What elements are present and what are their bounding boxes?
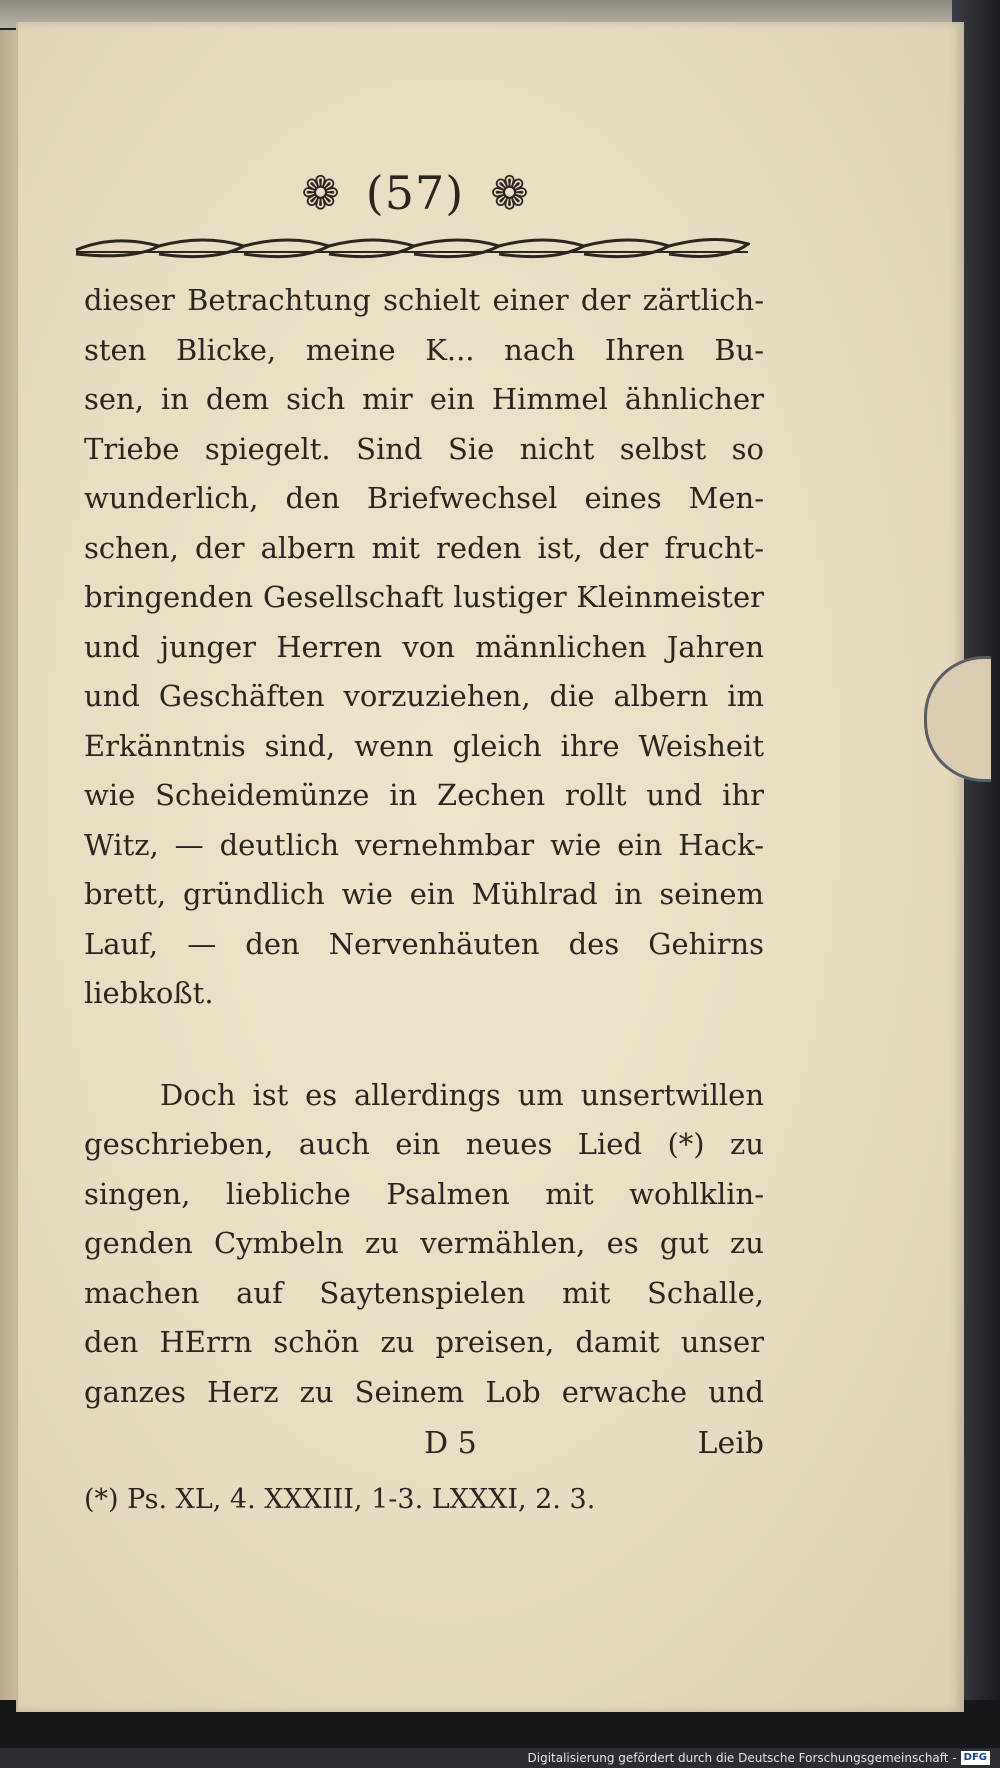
text-line: den HErrn schön zu preisen, damit unser (84, 1325, 764, 1359)
page-text (84, 276, 764, 1417)
text-line: und junger Herren von männlichen Jahren (84, 629, 764, 664)
signature-mark: D 5 (424, 1425, 477, 1461)
signature-line (84, 1418, 764, 1468)
paragraph-gap (84, 1019, 764, 1071)
digitization-credit (528, 1748, 991, 1768)
text-line: Erkänntnis sind, wenn gleich ihre Weisheit (84, 728, 764, 763)
text-line: wie Scheidemünze in Zechen rollt und ihr (84, 778, 764, 812)
dfg-logo-icon: DFG (961, 1751, 990, 1765)
decorative-rule (74, 232, 750, 268)
flower-ornament-left-icon: ❁ (301, 166, 340, 220)
text-line: dieser Betrachtung schielt einer der zärtlich- (84, 283, 764, 317)
text-line: singen, liebliche Psalmen mit wohlklin- (84, 1176, 764, 1211)
text-line: sen, in dem sich mir ein Himmel ähnlicher (84, 382, 764, 416)
text-line: und Geschäften vorzuziehen, die albern im (84, 679, 764, 713)
page-number: (57) (365, 166, 465, 220)
text-line: sten Blicke, meine K... nach Ihren Bu- (84, 332, 764, 367)
flower-ornament-right-icon: ❁ (490, 166, 529, 220)
page-header (250, 158, 580, 228)
catchword: Leib (697, 1425, 764, 1461)
text-line: bringenden Gesellschaft lustiger Kleinmeister (84, 580, 764, 614)
text-line: liebkoßt. (84, 976, 214, 1010)
text-line: schen, der albern mit reden ist, der frucht- (84, 530, 764, 565)
text-line: geschrieben, auch ein neues Lied (*) zu (84, 1127, 764, 1161)
text-line: Triebe spiegelt. Sind Sie nicht selbst so (84, 431, 764, 466)
text-line: ganzes Herz zu Seinem Lob erwache und (84, 1374, 764, 1409)
credit-text: Digitalisierung gefördert durch die Deutsche Forschungsgemeinschaft - (527, 1751, 957, 1765)
text-line: Doch ist es allerdings um unsertwillen (160, 1077, 764, 1112)
text-line: Lauf, — den Nervenhäuten des Gehirns (84, 926, 764, 961)
text-line: brett, gründlich wie ein Mühlrad in seinem (84, 877, 764, 911)
text-line: machen auf Saytenspielen mit Schalle, (84, 1275, 764, 1310)
text-line: genden Cymbeln zu vermählen, es gut zu (84, 1226, 764, 1260)
text-line: Witz, — deutlich vernehmbar wie ein Hack- (84, 827, 764, 862)
footnote: (*) Ps. XL, 4. XXXIII, 1-3. LXXXI, 2. 3. (84, 1484, 596, 1515)
text-line: wunderlich, den Briefwechsel eines Men- (84, 481, 764, 515)
